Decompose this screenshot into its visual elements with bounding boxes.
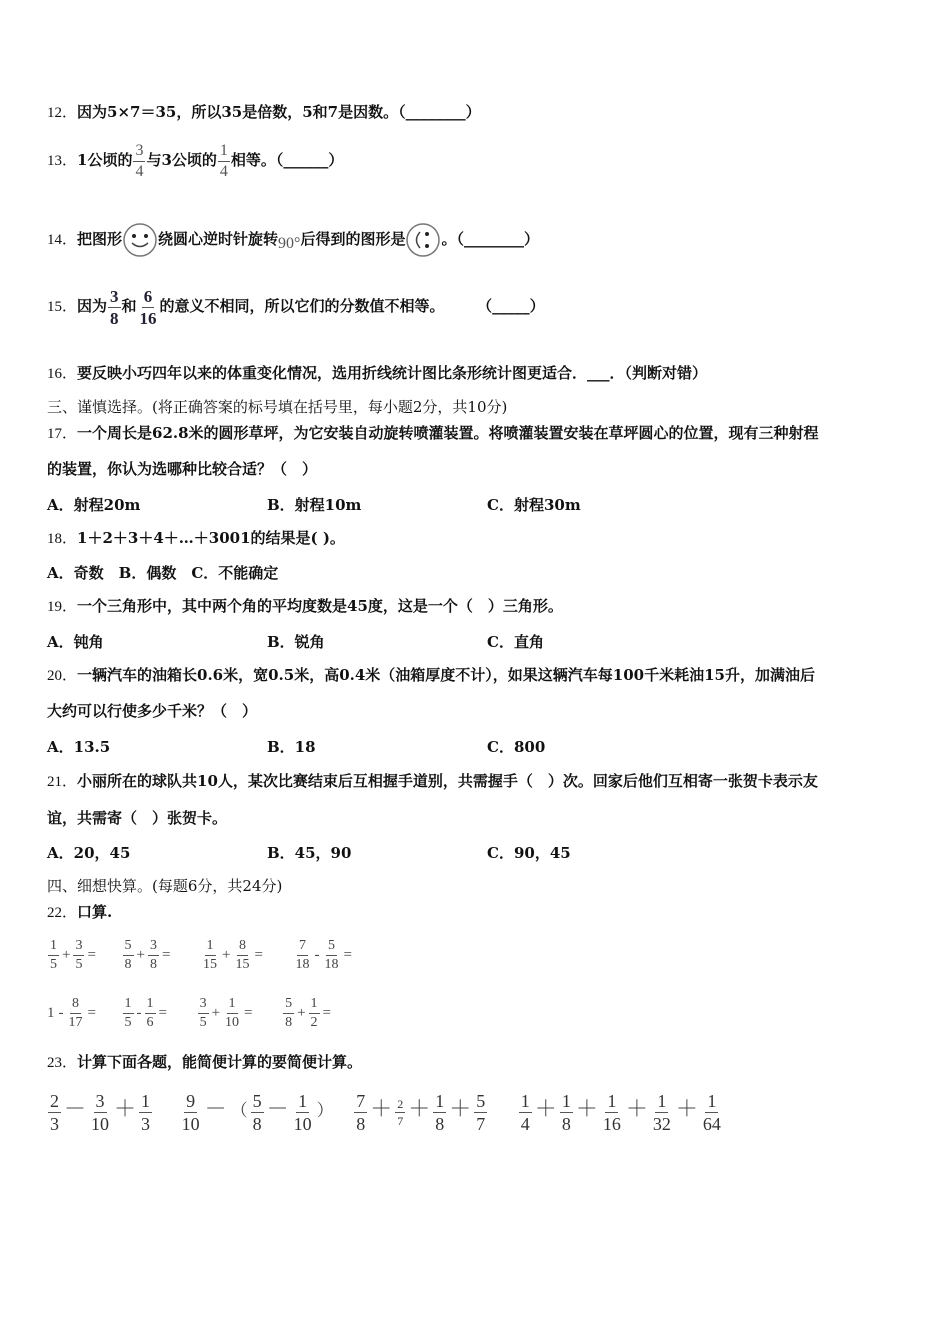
answer-blank: （_____） (484, 297, 545, 315)
question-text: 因为5×7＝35，所以35是倍数，5和7是因数。（________） (77, 103, 481, 121)
expression: $\frac{1}{5}$ + $\frac{3}{5}$ = (50, 937, 96, 972)
expression: 1 - $\frac{8}{17}$ = (47, 995, 96, 1030)
option-a[interactable]: A．射程20m (47, 496, 141, 514)
question-text: 把图形 (77, 230, 123, 248)
option-b[interactable]: B．18 (267, 738, 316, 756)
question-number: 16． (47, 366, 78, 382)
question-text: 1＋2＋3＋4＋…＋3001的结果是( )。 (77, 529, 345, 547)
expression: $\frac{7}{18}$ - $\frac{5}{18}$ = (295, 937, 352, 972)
question-20 (47, 665, 815, 686)
question-number: 22． (47, 905, 78, 921)
question-text: 。（________） (441, 230, 539, 248)
option-c[interactable]: C．射程30m (487, 496, 581, 514)
expression: $\frac{9}{10}$ － （ $\frac{5}{8}$ － $\frac{1}{10}$ ） (181, 1090, 334, 1134)
question-text: 和 (121, 297, 137, 315)
fraction: $\frac{3}{4}$ (135, 141, 144, 180)
question-18 (47, 528, 345, 549)
question-text: 小丽所在的球队共10人，某次比赛结束后互相握手道别，共需握手（ ）次。回家后他们互相寄一张贺卡表示友 (77, 772, 818, 790)
options-row[interactable]: A．奇数 B．偶数 C．不能确定 (47, 564, 279, 582)
option-a[interactable]: A．钝角 (47, 633, 104, 651)
question-text: 计算下面各题，能简便计算的要简便计算。 (77, 1053, 363, 1071)
expression: $\frac{1}{15}$ + $\frac{8}{15}$ = (203, 937, 263, 972)
question-text: 后得到的图形是 (300, 230, 406, 248)
expression: $\frac{3}{5}$ + $\frac{1}{10}$ = (199, 995, 253, 1030)
question-text: 的意义不相同，所以它们的分数值不相等。 (159, 297, 445, 315)
question-13 (47, 138, 343, 183)
smiley-face-icon (122, 222, 158, 258)
option-c[interactable]: C．90，45 (487, 844, 571, 862)
question-19 (47, 596, 563, 617)
option-b[interactable]: B．锐角 (267, 633, 325, 651)
question-number: 18． (47, 531, 78, 547)
question-number: 23． (47, 1055, 78, 1071)
fraction: $\frac{6}{16}$ (139, 286, 157, 328)
oral-calc-row-2 (47, 992, 333, 1033)
question-17 (47, 423, 819, 444)
question-22 (47, 902, 112, 923)
question-text: 与3公顷的 (146, 151, 217, 169)
rotated-smiley-face-icon (405, 222, 441, 258)
angle-value: 90° (278, 235, 301, 252)
question-text: 口算. (77, 903, 113, 921)
expression: $\frac{5}{8}$ + $\frac{3}{8}$ = (124, 937, 171, 972)
option-c[interactable]: C．800 (487, 738, 546, 756)
question-text: 一辆汽车的油箱长0.6米，宽0.5米，高0.4米（油箱厚度不计），如果这辆汽车每100千米耗油15升，加满油后 (77, 666, 815, 684)
question-text: 一个三角形中，其中两个角的平均度数是45度，这是一个（ ）三角形。 (77, 597, 563, 615)
question-16 (47, 363, 707, 384)
question-text: 绕圆心逆时针旋转 (158, 230, 279, 248)
option-a[interactable]: A．20，45 (47, 844, 131, 862)
question-21 (47, 771, 818, 792)
calc-row (47, 1084, 724, 1136)
question-17-continued: 的装置，你认为选哪种比较合适？（ ） (47, 460, 318, 478)
question-number: 12． (47, 105, 78, 121)
question-20-continued: 大约可以行使多少千米？（ ） (47, 702, 258, 720)
expression: $\frac{5}{8}$ + $\frac{1}{2}$ = (285, 995, 331, 1030)
question-14 (47, 219, 539, 260)
question-15 (47, 282, 545, 331)
section-heading-3: 三、谨慎选择。(将正确答案的标号填在括号里，每小题2分，共10分) (47, 398, 508, 416)
question-number: 17． (47, 426, 78, 442)
question-21-continued: 谊，共需寄（ ）张贺卡。 (47, 809, 228, 827)
option-a[interactable]: A．13.5 (47, 738, 111, 756)
question-number: 13． (47, 153, 78, 169)
question-number: 21． (47, 774, 78, 790)
question-number: 14． (47, 232, 78, 248)
fraction: $\frac{3}{8}$ (110, 286, 119, 328)
expression: $\frac{1}{5}$ - $\frac{1}{6}$ = (124, 995, 167, 1030)
oral-calc-row-1 (47, 934, 354, 975)
question-23 (47, 1052, 362, 1073)
section-heading-4: 四、细想快算。(每题6分，共24分) (47, 877, 283, 895)
option-c[interactable]: C．直角 (487, 633, 544, 651)
question-text: 相等。（______） (230, 151, 344, 169)
question-number: 19． (47, 599, 78, 615)
question-number: 20． (47, 668, 78, 684)
question-number: 15． (47, 299, 78, 315)
question-12 (47, 102, 481, 123)
option-b[interactable]: B．射程10m (267, 496, 362, 514)
question-text: 因为 (77, 297, 108, 315)
option-b[interactable]: B．45，90 (267, 844, 352, 862)
fraction: $\frac{1}{4}$ (219, 141, 228, 180)
question-text: 1公顷的 (77, 151, 133, 169)
expression: $\frac{1}{4}$ ＋ $\frac{1}{8}$ ＋ $\frac{1}{16}$ ＋ $\frac{1}{32}$ ＋ $\frac{1}{64}$ (520, 1090, 721, 1134)
expression: $\frac{7}{8}$ ＋ $\frac{2}{7}$ ＋ $\frac{1}{8}$ ＋ $\frac{5}{7}$ (356, 1090, 486, 1134)
question-text: 一个周长是62.8米的圆形草坪，为它安装自动旋转喷灌装置。将喷灌装置安装在草坪圆心的位置，现有三种射程 (77, 424, 819, 442)
question-text: 要反映小巧四年以来的体重变化情况，选用折线统计图比条形统计图更适合．___．（判断对错） (77, 364, 708, 382)
expression: $\frac{2}{3}$ － $\frac{3}{10}$ ＋ $\frac{1}{3}$ (50, 1090, 151, 1134)
